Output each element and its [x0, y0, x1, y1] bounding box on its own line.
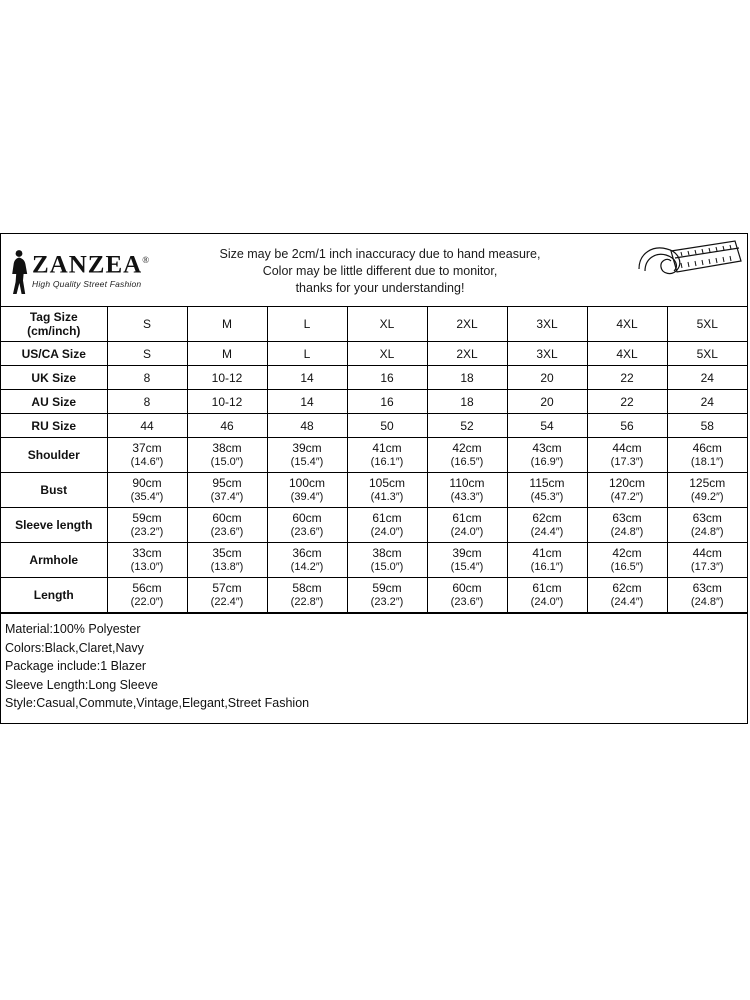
- detail-style: Style:Casual,Commute,Vintage,Elegant,Street Fashion: [5, 696, 310, 710]
- table-row: [1, 473, 747, 508]
- cell: 60cm (23.6″): [427, 578, 507, 613]
- detail-colors: Colors:Black,Claret,Navy: [5, 640, 144, 655]
- table-row: [1, 342, 747, 366]
- cell: XL: [347, 307, 427, 342]
- cell: 90cm (35.4″): [107, 473, 187, 508]
- cell: 3XL: [507, 342, 587, 366]
- row-label: UK Size: [1, 366, 107, 390]
- cell: 39cm (15.4″): [267, 438, 347, 473]
- cell: 37cm (14.6″): [107, 438, 187, 473]
- cell: 115cm (45.3″): [507, 473, 587, 508]
- cell: 61cm (24.0″): [427, 508, 507, 543]
- cell: 36cm (14.2″): [267, 543, 347, 578]
- cell: 4XL: [587, 307, 667, 342]
- cell: 57cm (22.4″): [187, 578, 267, 613]
- detail-sleeve-length: Sleeve Length:Long Sleeve: [5, 677, 158, 692]
- size-table: [1, 306, 747, 613]
- product-details: [1, 613, 747, 724]
- brand-name: [32, 247, 150, 278]
- row-label: Shoulder: [1, 438, 107, 473]
- table-row: [1, 307, 747, 342]
- cell: 14: [267, 366, 347, 390]
- row-label: AU Size: [1, 390, 107, 414]
- cell: 2XL: [427, 342, 507, 366]
- cell: S: [107, 342, 187, 366]
- table-row: [1, 366, 747, 390]
- cell: L: [267, 307, 347, 342]
- brand-text: [32, 247, 150, 289]
- brand-name-text: ZANZEA: [32, 251, 143, 279]
- cell: 63cm (24.8″): [667, 508, 747, 543]
- cell: XL: [347, 342, 427, 366]
- cell: 56: [587, 414, 667, 438]
- cell: 8: [107, 366, 187, 390]
- cell: 42cm (16.5″): [587, 543, 667, 578]
- cell: 58cm (22.8″): [267, 578, 347, 613]
- cell: 95cm (37.4″): [187, 473, 267, 508]
- brand-logo: [5, 247, 169, 295]
- cell: 24: [667, 390, 747, 414]
- cell: 20: [507, 366, 587, 390]
- cell: 56cm (22.0″): [107, 578, 187, 613]
- row-label: Tag Size (cm/inch): [1, 307, 107, 342]
- woman-figure-icon: [9, 249, 31, 295]
- cell: 41cm (16.1″): [347, 438, 427, 473]
- row-label: Armhole: [1, 543, 107, 578]
- cell: 10-12: [187, 366, 267, 390]
- registered-mark: ®: [142, 255, 151, 265]
- row-label: Sleeve length: [1, 508, 107, 543]
- cell: 10-12: [187, 390, 267, 414]
- cell: 44cm (17.3″): [667, 543, 747, 578]
- cell: 62cm (24.4″): [587, 578, 667, 613]
- cell: 100cm (39.4″): [267, 473, 347, 508]
- notice-line-2: Color may be little different due to monitor,: [262, 263, 498, 278]
- table-row: [1, 438, 747, 473]
- cell: 42cm (16.5″): [427, 438, 507, 473]
- cell: 5XL: [667, 307, 747, 342]
- cell: 5XL: [667, 342, 747, 366]
- size-chart-panel: [0, 233, 748, 724]
- cell: 44cm (17.3″): [587, 438, 667, 473]
- cell: 63cm (24.8″): [587, 508, 667, 543]
- measuring-tape-icon: [631, 239, 743, 304]
- cell: 4XL: [587, 342, 667, 366]
- cell: 38cm (15.0″): [187, 438, 267, 473]
- cell: 16: [347, 390, 427, 414]
- cell: 50: [347, 414, 427, 438]
- cell: 52: [427, 414, 507, 438]
- row-label: Length: [1, 578, 107, 613]
- row-label: RU Size: [1, 414, 107, 438]
- cell: 3XL: [507, 307, 587, 342]
- cell: 2XL: [427, 307, 507, 342]
- cell: 62cm (24.4″): [507, 508, 587, 543]
- cell: 120cm (47.2″): [587, 473, 667, 508]
- cell: 44: [107, 414, 187, 438]
- cell: 46cm (18.1″): [667, 438, 747, 473]
- cell: L: [267, 342, 347, 366]
- cell: 110cm (43.3″): [427, 473, 507, 508]
- cell: 8: [107, 390, 187, 414]
- table-row: [1, 578, 747, 613]
- table-row: [1, 390, 747, 414]
- cell: 18: [427, 366, 507, 390]
- brand-tagline: High Quality Street Fashion: [32, 279, 142, 290]
- cell: 59cm (23.2″): [107, 508, 187, 543]
- table-row: [1, 508, 747, 543]
- cell: 60cm (23.6″): [187, 508, 267, 543]
- cell: S: [107, 307, 187, 342]
- cell: 58: [667, 414, 747, 438]
- cell: M: [187, 342, 267, 366]
- row-label: US/CA Size: [1, 342, 107, 366]
- cell: 38cm (15.0″): [347, 543, 427, 578]
- detail-package: Package include:1 Blazer: [5, 659, 147, 673]
- table-row: [1, 543, 747, 578]
- table-row: [1, 414, 747, 438]
- cell: 24: [667, 366, 747, 390]
- cell: 54: [507, 414, 587, 438]
- cell: 41cm (16.1″): [507, 543, 587, 578]
- chart-header: [1, 234, 747, 306]
- cell: 22: [587, 390, 667, 414]
- cell: 46: [187, 414, 267, 438]
- cell: 33cm (13.0″): [107, 543, 187, 578]
- cell: 18: [427, 390, 507, 414]
- cell: 59cm (23.2″): [347, 578, 427, 613]
- cell: 105cm (41.3″): [347, 473, 427, 508]
- cell: 48: [267, 414, 347, 438]
- notice-line-1: Size may be 2cm/1 inch inaccuracy due to hand measure,: [219, 246, 541, 261]
- cell: 63cm (24.8″): [667, 578, 747, 613]
- cell: M: [187, 307, 267, 342]
- cell: 16: [347, 366, 427, 390]
- cell: 60cm (23.6″): [267, 508, 347, 543]
- row-label: Bust: [1, 473, 107, 508]
- cell: 125cm (49.2″): [667, 473, 747, 508]
- cell: 35cm (13.8″): [187, 543, 267, 578]
- cell: 39cm (15.4″): [427, 543, 507, 578]
- cell: 20: [507, 390, 587, 414]
- cell: 14: [267, 390, 347, 414]
- cell: 61cm (24.0″): [507, 578, 587, 613]
- cell: 61cm (24.0″): [347, 508, 427, 543]
- notice-line-3: thanks for your understanding!: [295, 280, 465, 295]
- size-chart: [0, 233, 750, 724]
- cell: 22: [587, 366, 667, 390]
- detail-material: Material:100% Polyester: [5, 622, 141, 636]
- measurement-notice: [169, 246, 631, 297]
- cell: 43cm (16.9″): [507, 438, 587, 473]
